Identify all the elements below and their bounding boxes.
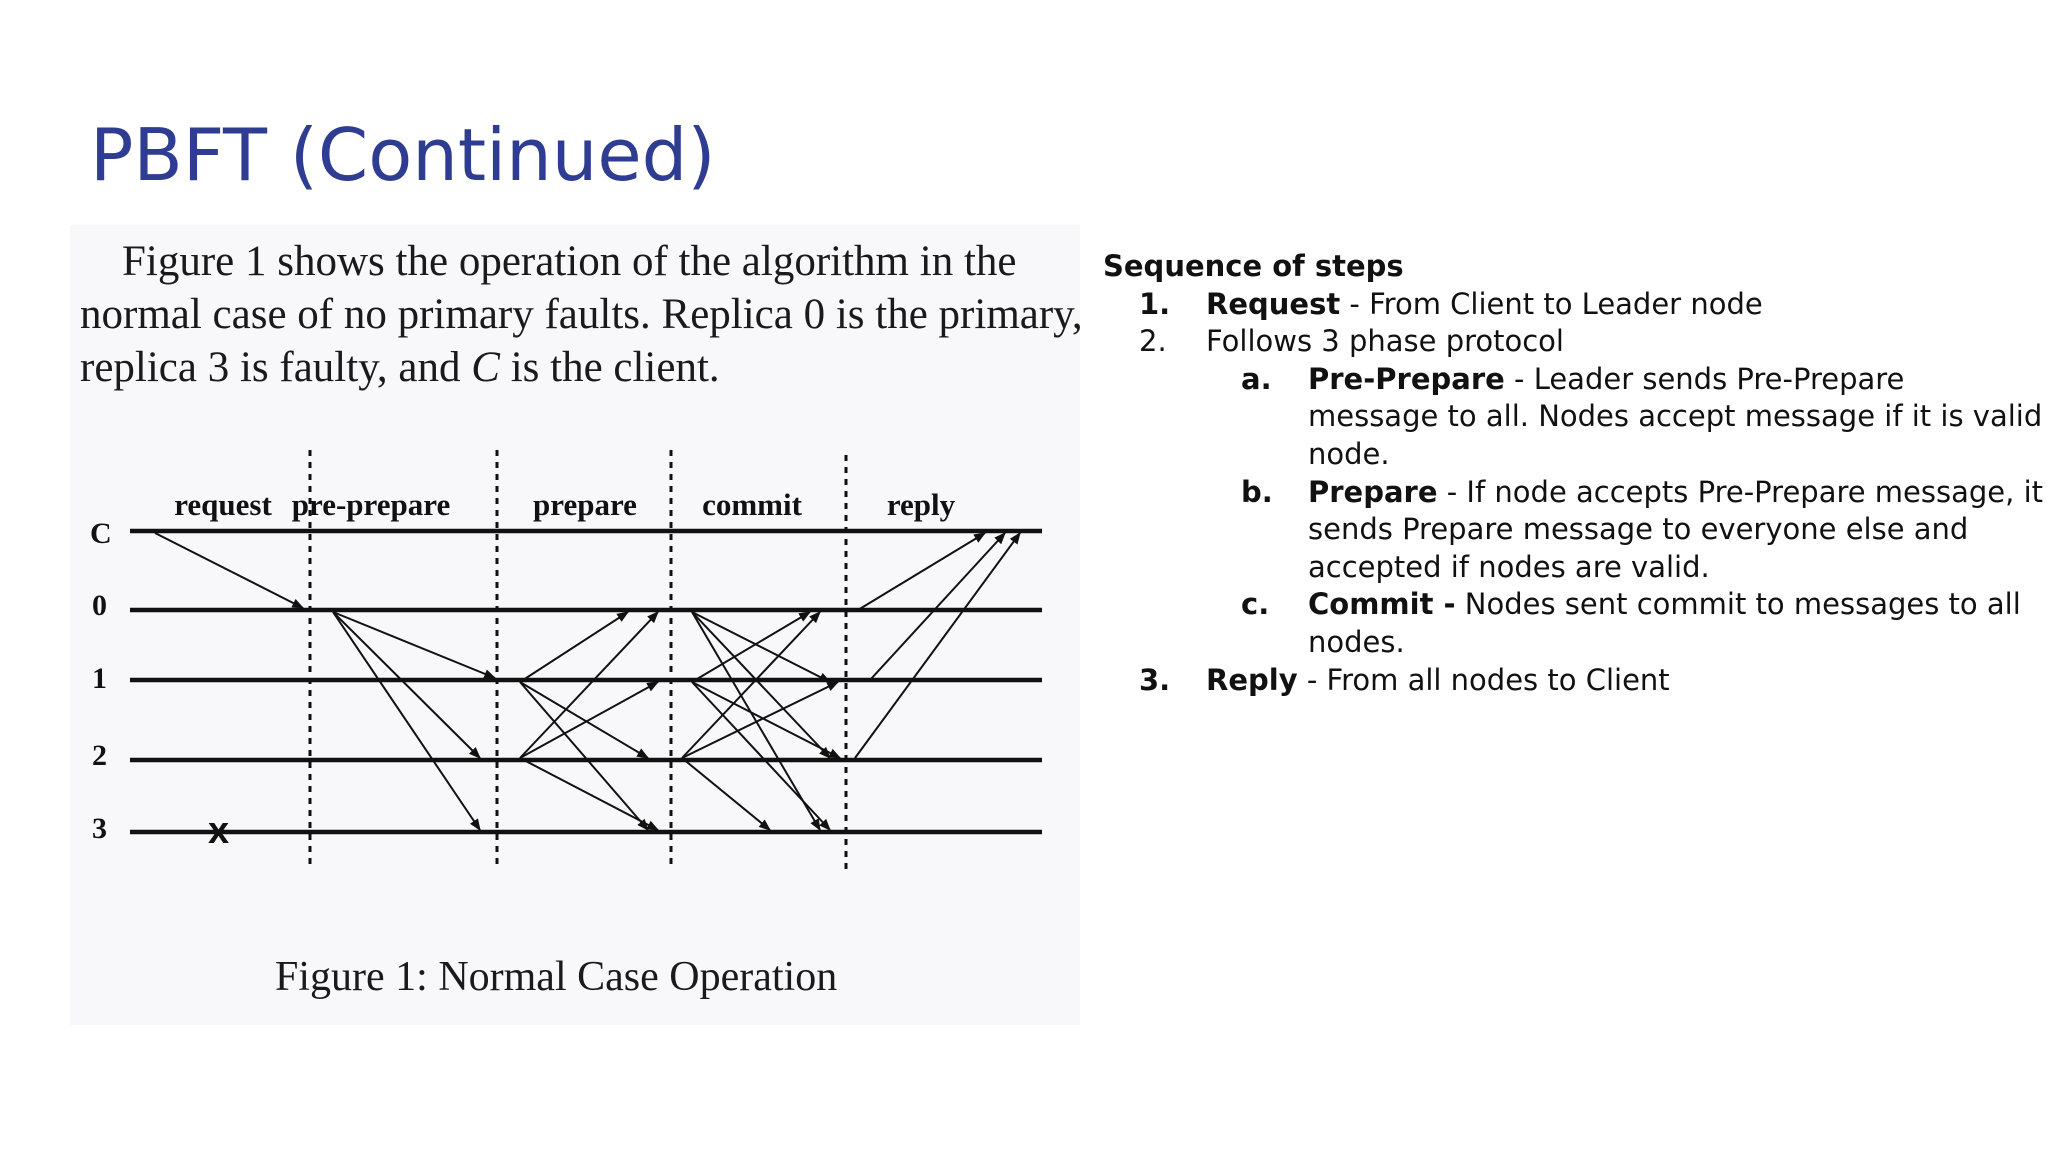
- figure-panel: [70, 225, 1083, 1025]
- step-text: Nodes sent commit to messages to all nodes.: [1308, 587, 2021, 659]
- figure-description: [80, 235, 1083, 394]
- node-label-3: 3: [92, 812, 107, 845]
- step-title: Prepare: [1308, 474, 1438, 509]
- slide-title: PBFT (Continued): [90, 113, 716, 197]
- faulty-replica-mark: x: [208, 810, 230, 852]
- step-title: Reply: [1206, 662, 1298, 697]
- phase-label-pre-prepare: pre-prepare: [291, 487, 451, 522]
- step-marker: b.: [1241, 474, 1273, 509]
- phase-label-prepare: prepare: [533, 487, 637, 522]
- substep-commit: [1103, 586, 2043, 661]
- step-title: Request: [1206, 286, 1341, 321]
- node-label-0: 0: [92, 589, 107, 622]
- step-text: - From all nodes to Client: [1297, 662, 1670, 697]
- step-marker: 1.: [1139, 286, 1171, 321]
- step-title: Pre-Prepare: [1308, 361, 1505, 396]
- step-marker: 3.: [1139, 662, 1171, 697]
- node-label-client: C: [90, 517, 112, 550]
- step-marker: c.: [1241, 587, 1270, 622]
- phase-label-request: request: [174, 487, 272, 522]
- sequence-of-steps: [1103, 248, 2043, 699]
- step-reply: [1103, 662, 2043, 700]
- step-text: Follows 3 phase protocol: [1206, 324, 1564, 359]
- client-symbol: C: [471, 344, 500, 391]
- substep-prepare: [1103, 474, 2043, 587]
- node-label-2: 2: [92, 739, 107, 772]
- step-three-phase: [1103, 323, 2043, 361]
- phase-label-reply: reply: [886, 487, 956, 522]
- figure-caption: Figure 1: Normal Case Operation: [275, 954, 838, 1000]
- step-text: - If node accepts Pre-Prepare message, it sends Prepare message to everyone else and accepted if nodes are valid.: [1308, 474, 2044, 584]
- step-request: [1103, 286, 2043, 324]
- node-label-1: 1: [92, 662, 107, 695]
- description-line-1: Figure 1 shows the operation of the algorithm in the: [122, 238, 1017, 285]
- pbft-message-diagram: [70, 435, 1080, 885]
- phase-label-commit: commit: [702, 487, 802, 522]
- steps-heading: Sequence of steps: [1103, 249, 1404, 283]
- step-marker: 2.: [1139, 324, 1167, 359]
- description-line-3: [80, 341, 1080, 394]
- description-line-3a: replica 3 is faulty, and: [80, 344, 472, 391]
- step-text: - From Client to Leader node: [1340, 286, 1763, 321]
- step-title: Commit -: [1308, 587, 1456, 622]
- step-text: - Leader sends Pre-Prepare message to all. Nodes accept message if it is valid node.: [1308, 361, 2043, 471]
- step-marker: a.: [1241, 361, 1272, 396]
- description-line-3b: is the client.: [499, 344, 720, 391]
- node-timelines: [130, 531, 1042, 832]
- substep-pre-prepare: [1103, 361, 2043, 474]
- description-line-2: normal case of no primary faults. Replica 0 is the primary,: [80, 291, 1083, 338]
